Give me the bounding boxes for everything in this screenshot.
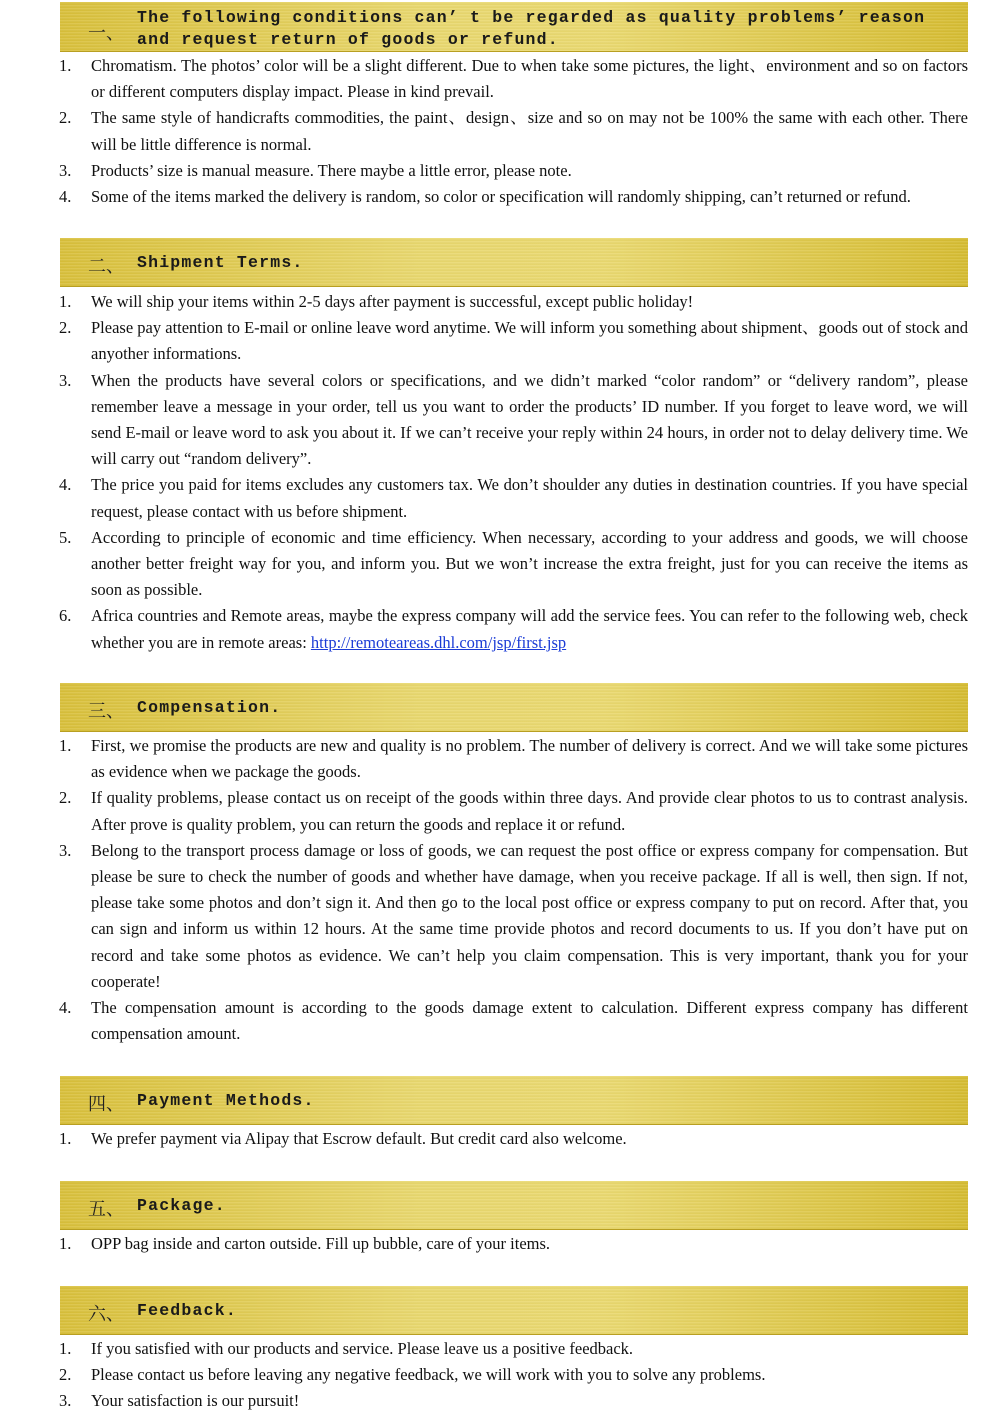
section-3-title: Compensation. — [137, 698, 282, 717]
section-2-banner — [60, 238, 968, 287]
remote-areas-link[interactable]: http://remoteareas.dhl.com/jsp/first.jsp — [310, 632, 567, 652]
section-5-title: Package. — [137, 1196, 226, 1215]
list-item-text: Please pay attention to E-mail or online leave word anytime. We will inform you something about shipment、goods out of stock and anyother informations. — [91, 318, 968, 364]
list-item: 4. The price you paid for items excludes any customers tax. We don’t shoulder any duties in destination countries. If you have special request, please contact with us before shipment. — [59, 475, 968, 521]
list-item: 6. Africa countries and Remote areas, maybe the express company will add the service fees. You can refer to the following web, check whether you are in remote areas: http://remoteareas.dhl.com/jsp/first.jsp — [59, 606, 968, 652]
list-item: 1. Chromatism. The photos’ color will be a slight different. Due to when take some pictures, the light、environment and so on factors or different computers display impact. Please in kind prevail. — [59, 56, 968, 102]
list-item: 3. Your satisfaction is our pursuit! — [59, 1391, 300, 1411]
list-item-text: First, we promise the products are new and quality is no problem. The number of delivery is correct. And we will take some pictures as evidence when we package the goods. — [91, 736, 968, 782]
list-item: 2. The same style of handicrafts commodities, the paint、design、size and so on may not be 100% the same with each other. There will be little difference is normal. — [59, 108, 968, 154]
list-item-text: Your satisfaction is our pursuit! — [91, 1391, 300, 1411]
section-1-banner — [60, 2, 968, 52]
section-1-title-line-1: The following conditions can’ t be regarded as quality problems’ reason — [137, 8, 926, 27]
section-3-banner — [60, 683, 968, 732]
list-item-text: Some of the items marked the delivery is random, so color or specification will randomly shipping, can’t returned or refund. — [91, 187, 911, 207]
section-4-banner — [60, 1076, 968, 1125]
list-item-text: Products’ size is manual measure. There maybe a little error, please note. — [91, 160, 572, 180]
section-6-title: Feedback. — [137, 1301, 237, 1320]
section-4-title: Payment Methods. — [137, 1091, 315, 1110]
list-item-text: We will ship your items within 2-5 days after payment is successful, except public holiday! — [91, 292, 694, 311]
list-item: 3. Belong to the transport process damage or loss of goods, we can request the post office or express company for compensation. But please be sure to check the number of goods and whether have damage, when you receive package. If all is well, then sign. If not, please take some photos and don’t sign it. And then go to the local post office or express company to put on record. After that, you can sign and inform us within 12 hours. At the same time provide photos and record documents to us. If you don’t have put on record and take some photos as evidence. We can’t help you claim compensation. This is very important, thank you for your cooperate! — [59, 840, 968, 991]
list-item: 2. Please contact us before leaving any negative feedback, we will work with you to solve any problems. — [59, 1365, 766, 1385]
list-item-text: We prefer payment via Alipay that Escrow default. But credit card also welcome. — [91, 1129, 627, 1148]
list-item: 4. Some of the items marked the delivery is random, so color or specification will randomly shipping, can’t returned or refund. — [59, 187, 911, 207]
list-item: 3. Products’ size is manual measure. There maybe a little error, please note. — [59, 160, 572, 180]
list-item-text: Africa countries and Remote areas, maybe the express company will add the service fees. You can refer to the following web, check whether you are in remote areas: — [91, 606, 968, 652]
list-item: 1. First, we promise the products are new and quality is no problem. The number of delivery is correct. And we will take some pictures as evidence when we package the goods. — [59, 736, 968, 782]
section-5-banner — [60, 1181, 968, 1230]
list-item-text: The price you paid for items excludes any customers tax. We don’t shoulder any duties in destination countries. If you have special request, please contact with us before shipment. — [91, 475, 968, 521]
section-1-list — [0, 53, 1000, 210]
section-6-list — [0, 1336, 1000, 1415]
section-1-title — [137, 7, 925, 51]
list-item-text: If quality problems, please contact us on receipt of the goods within three days. And provide clear photos to us to contrast analysis. After prove is quality problem, you can return the goods and replace it or refund. — [91, 788, 968, 834]
section-1-number: 一、 — [88, 23, 124, 44]
list-item-text: If you satisfied with our products and service. Please leave us a positive feedback. — [91, 1339, 634, 1358]
list-item-text: The same style of handicrafts commodities, the paint、design、size and so on may not be 100% the same with each other. There will be little difference is normal. — [91, 108, 968, 154]
section-4-number: 四、 — [88, 1094, 124, 1115]
section-3-number: 三、 — [88, 701, 124, 722]
section-2-title: Shipment Terms. — [137, 253, 304, 272]
list-item: 1. We prefer payment via Alipay that Escrow default. But credit card also welcome. — [59, 1129, 627, 1148]
list-item: 3. When the products have several colors or specifications, and we didn’t marked “color random” or “delivery random”, please remember leave a message in your order, tell us you want to order the products’ ID number. If you forget to leave word, we will send E-mail or leave word to ask you about it. If we can’t receive your reply within 24 hours, in order not to delay delivery time. We will carry out “random delivery”. — [59, 370, 968, 469]
section-2-list — [0, 289, 1000, 656]
list-item: 2. If quality problems, please contact us on receipt of the goods within three days. And provide clear photos to us to contrast analysis. After prove is quality problem, you can return the goods and replace it or refund. — [59, 788, 968, 834]
list-item-text: Chromatism. The photos’ color will be a slight different. Due to when take some pictures, the light、environment and so on factors or different computers display impact. Please in kind prevail. — [91, 56, 968, 102]
section-3-list — [0, 733, 1000, 1047]
list-item-text: According to principle of economic and time efficiency. When necessary, according to your address and goods, we will choose another better freight way for you, and inform you. But we won’t increase the extra freight, just for you can receive the items as soon as possible. — [91, 527, 968, 600]
section-6-number: 六、 — [88, 1304, 124, 1325]
list-item: 1. If you satisfied with our products and service. Please leave us a positive feedback. — [59, 1339, 634, 1358]
list-item-text: Belong to the transport process damage or loss of goods, we can request the post office or express company for compensation. But please be sure to check the number of goods and whether have damage, when you receive package. If all is well, then sign. If not, please take some photos and don’t sign it. And then go to the local post office or express company to put on record. After that, you can sign and inform us within 12 hours. At the same time provide photos and record documents to us. If you don’t have put on record and take some photos as evidence. We can’t help you claim compensation. This is very important, thank you for your cooperate! — [91, 840, 968, 991]
list-item: 5. According to principle of economic and time efficiency. When necessary, according to your address and goods, we will choose another better freight way for you, and inform you. But we won’t increase the extra freight, just for you can receive the items as soon as possible. — [59, 527, 968, 600]
section-4-list — [0, 1126, 1000, 1152]
list-item-text: The compensation amount is according to the goods damage extent to calculation. Different express company has different compensation amount. — [91, 998, 968, 1044]
list-item: 1. We will ship your items within 2-5 days after payment is successful, except public holiday! — [59, 292, 694, 311]
list-item: 1. OPP bag inside and carton outside. Fill up bubble, care of your items. — [59, 1234, 551, 1253]
list-item: 2. Please pay attention to E-mail or online leave word anytime. We will inform you something about shipment、goods out of stock and anyother informations. — [59, 318, 968, 364]
section-2-number: 二、 — [88, 256, 124, 277]
list-item-text: OPP bag inside and carton outside. Fill up bubble, care of your items. — [91, 1234, 551, 1253]
list-item-text: Please contact us before leaving any negative feedback, we will work with you to solve any problems. — [91, 1365, 766, 1385]
section-1-title-line-2: and request return of goods or refund. — [137, 30, 559, 49]
section-5-list — [0, 1231, 1000, 1257]
list-item-text: When the products have several colors or specifications, and we didn’t marked “color random” or “delivery random”, please remember leave a message in your order, tell us you want to order the products’ ID number. If you forget to leave word, we will send E-mail or leave word to ask you about it. If we can’t receive your reply within 24 hours, in order not to delay delivery time. We will carry out “random delivery”. — [91, 370, 968, 469]
section-5-number: 五、 — [88, 1199, 124, 1220]
list-item: 4. The compensation amount is according to the goods damage extent to calculation. Different express company has different compensation amount. — [59, 998, 968, 1044]
section-6-banner — [60, 1286, 968, 1335]
